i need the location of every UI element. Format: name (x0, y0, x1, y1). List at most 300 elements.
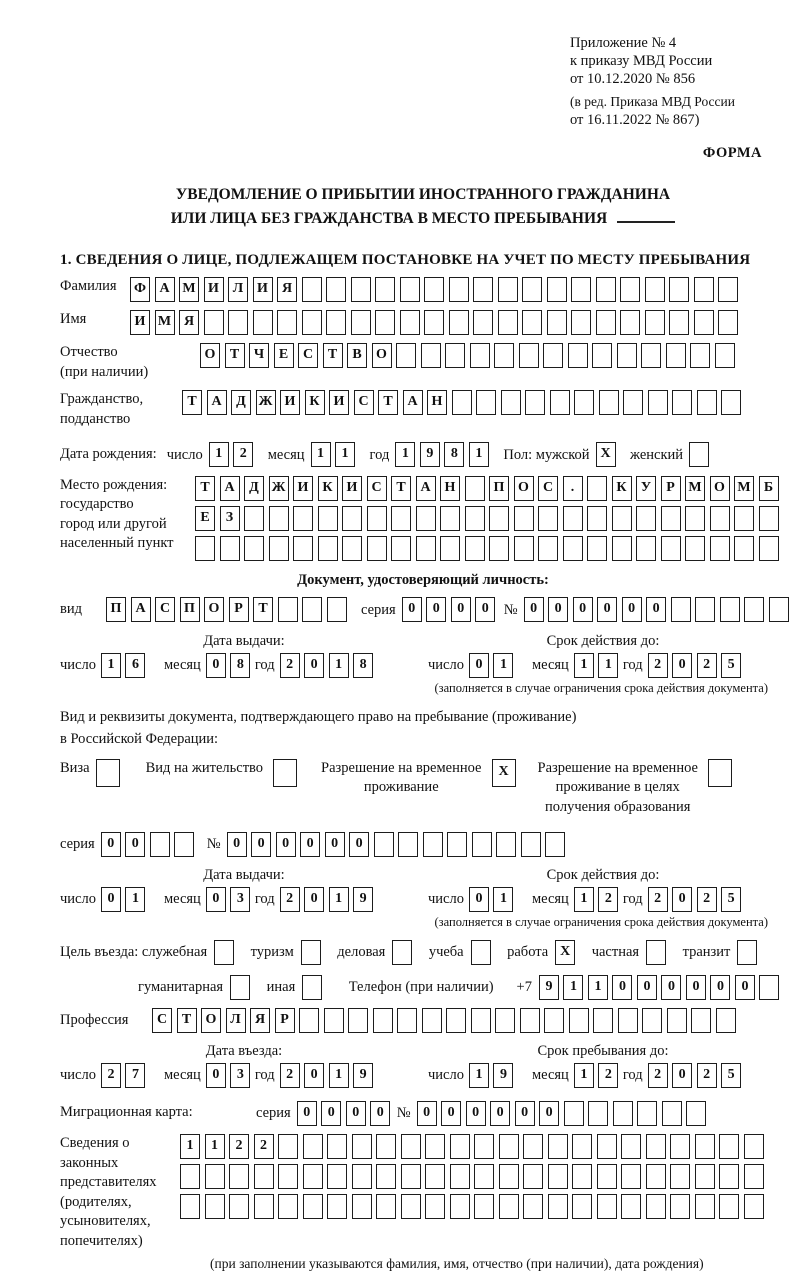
char-cell[interactable] (204, 310, 224, 335)
char-cell[interactable] (471, 940, 491, 965)
char-cell[interactable] (302, 975, 322, 1000)
char-cell[interactable] (293, 536, 313, 561)
char-cell[interactable] (719, 1164, 739, 1189)
char-cell[interactable] (472, 832, 492, 857)
char-cell[interactable] (621, 1164, 641, 1189)
char-cell[interactable] (374, 832, 394, 857)
char-cell[interactable]: Р (275, 1008, 295, 1033)
char-cell[interactable]: X (492, 759, 516, 787)
char-cell[interactable] (367, 506, 387, 531)
char-cell[interactable]: 0 (469, 887, 489, 912)
char-cell[interactable]: . (563, 476, 583, 501)
char-cell[interactable] (686, 1101, 706, 1126)
char-cell[interactable] (450, 1194, 470, 1219)
char-cell[interactable] (229, 1194, 249, 1219)
char-cell[interactable]: Л (228, 277, 248, 302)
char-cell[interactable] (759, 506, 779, 531)
char-cell[interactable]: 0 (370, 1101, 390, 1126)
char-cell[interactable] (691, 1008, 711, 1033)
char-cell[interactable] (391, 506, 411, 531)
char-cell[interactable]: И (280, 390, 300, 415)
char-cell[interactable] (538, 536, 558, 561)
char-cell[interactable] (214, 940, 234, 965)
char-cell[interactable]: 0 (101, 887, 121, 912)
char-cell[interactable] (563, 506, 583, 531)
char-cell[interactable]: А (416, 476, 436, 501)
char-cell[interactable] (671, 597, 691, 622)
char-cell[interactable] (373, 1008, 393, 1033)
char-cell[interactable] (514, 536, 534, 561)
char-cell[interactable]: 0 (426, 597, 446, 622)
char-cell[interactable]: 0 (466, 1101, 486, 1126)
char-cell[interactable] (623, 390, 643, 415)
char-cell[interactable] (646, 1134, 666, 1159)
char-cell[interactable]: 0 (686, 975, 706, 1000)
char-cell[interactable]: 9 (353, 887, 373, 912)
char-cell[interactable]: 0 (325, 832, 345, 857)
char-cell[interactable] (352, 1134, 372, 1159)
char-cell[interactable] (397, 1008, 417, 1033)
char-cell[interactable] (522, 277, 542, 302)
char-cell[interactable]: 1 (205, 1134, 225, 1159)
char-cell[interactable] (587, 536, 607, 561)
char-cell[interactable]: О (514, 476, 534, 501)
char-cell[interactable] (593, 1008, 613, 1033)
char-cell[interactable] (588, 1101, 608, 1126)
char-cell[interactable]: А (403, 390, 423, 415)
char-cell[interactable] (670, 1194, 690, 1219)
char-cell[interactable] (269, 506, 289, 531)
char-cell[interactable] (544, 1008, 564, 1033)
char-cell[interactable] (744, 597, 764, 622)
char-cell[interactable] (613, 1101, 633, 1126)
char-cell[interactable] (205, 1194, 225, 1219)
char-cell[interactable] (499, 1134, 519, 1159)
char-cell[interactable] (744, 1134, 764, 1159)
char-cell[interactable] (422, 1008, 442, 1033)
char-cell[interactable] (720, 597, 740, 622)
char-cell[interactable]: 0 (206, 1063, 226, 1088)
char-cell[interactable]: 1 (588, 975, 608, 1000)
char-cell[interactable] (474, 1194, 494, 1219)
char-cell[interactable]: А (131, 597, 151, 622)
char-cell[interactable] (425, 1164, 445, 1189)
char-cell[interactable]: 0 (346, 1101, 366, 1126)
char-cell[interactable] (620, 277, 640, 302)
char-cell[interactable]: 1 (563, 975, 583, 1000)
char-cell[interactable]: П (489, 476, 509, 501)
char-cell[interactable] (180, 1194, 200, 1219)
char-cell[interactable] (718, 310, 738, 335)
char-cell[interactable] (520, 1008, 540, 1033)
char-cell[interactable] (318, 536, 338, 561)
char-cell[interactable] (569, 1008, 589, 1033)
char-cell[interactable] (550, 390, 570, 415)
char-cell[interactable] (669, 310, 689, 335)
char-cell[interactable]: Ф (130, 277, 150, 302)
char-cell[interactable] (474, 1164, 494, 1189)
char-cell[interactable] (465, 536, 485, 561)
char-cell[interactable]: 0 (304, 887, 324, 912)
char-cell[interactable] (470, 343, 490, 368)
char-cell[interactable] (637, 1101, 657, 1126)
char-cell[interactable]: С (152, 1008, 172, 1033)
char-cell[interactable]: Л (226, 1008, 246, 1033)
char-cell[interactable] (548, 1164, 568, 1189)
char-cell[interactable] (205, 1164, 225, 1189)
char-cell[interactable]: Р (661, 476, 681, 501)
char-cell[interactable] (597, 1194, 617, 1219)
char-cell[interactable] (564, 1101, 584, 1126)
char-cell[interactable] (392, 940, 412, 965)
char-cell[interactable]: 2 (697, 1063, 717, 1088)
char-cell[interactable]: 0 (573, 597, 593, 622)
char-cell[interactable]: Б (759, 476, 779, 501)
char-cell[interactable]: Д (244, 476, 264, 501)
char-cell[interactable] (571, 277, 591, 302)
char-cell[interactable]: 1 (574, 653, 594, 678)
char-cell[interactable] (244, 506, 264, 531)
char-cell[interactable]: Ж (269, 476, 289, 501)
char-cell[interactable] (327, 1164, 347, 1189)
char-cell[interactable]: 0 (515, 1101, 535, 1126)
char-cell[interactable] (303, 1194, 323, 1219)
char-cell[interactable] (498, 277, 518, 302)
char-cell[interactable] (645, 310, 665, 335)
char-cell[interactable] (474, 1134, 494, 1159)
char-cell[interactable]: Т (253, 597, 273, 622)
char-cell[interactable]: 7 (125, 1063, 145, 1088)
char-cell[interactable]: 1 (329, 1063, 349, 1088)
char-cell[interactable]: 2 (280, 887, 300, 912)
char-cell[interactable] (661, 536, 681, 561)
char-cell[interactable]: 0 (251, 832, 271, 857)
char-cell[interactable] (447, 832, 467, 857)
char-cell[interactable]: 1 (180, 1134, 200, 1159)
char-cell[interactable] (641, 343, 661, 368)
char-cell[interactable]: 2 (697, 887, 717, 912)
char-cell[interactable]: 0 (469, 653, 489, 678)
char-cell[interactable]: Т (225, 343, 245, 368)
char-cell[interactable] (646, 1164, 666, 1189)
char-cell[interactable]: 2 (648, 653, 668, 678)
char-cell[interactable] (229, 1164, 249, 1189)
char-cell[interactable] (278, 1194, 298, 1219)
char-cell[interactable]: И (342, 476, 362, 501)
char-cell[interactable] (327, 1134, 347, 1159)
char-cell[interactable] (587, 506, 607, 531)
char-cell[interactable] (299, 1008, 319, 1033)
char-cell[interactable] (326, 310, 346, 335)
char-cell[interactable]: 2 (229, 1134, 249, 1159)
char-cell[interactable]: 3 (230, 887, 250, 912)
char-cell[interactable] (465, 476, 485, 501)
char-cell[interactable]: 0 (637, 975, 657, 1000)
char-cell[interactable] (424, 310, 444, 335)
char-cell[interactable]: 0 (227, 832, 247, 857)
char-cell[interactable]: О (201, 1008, 221, 1033)
char-cell[interactable] (670, 1134, 690, 1159)
char-cell[interactable] (174, 832, 194, 857)
char-cell[interactable] (327, 1194, 347, 1219)
char-cell[interactable] (545, 832, 565, 857)
char-cell[interactable] (695, 1164, 715, 1189)
char-cell[interactable] (452, 390, 472, 415)
char-cell[interactable]: Е (195, 506, 215, 531)
char-cell[interactable] (642, 1008, 662, 1033)
char-cell[interactable]: И (130, 310, 150, 335)
char-cell[interactable] (326, 277, 346, 302)
char-cell[interactable] (744, 1164, 764, 1189)
char-cell[interactable] (708, 759, 732, 787)
char-cell[interactable]: 6 (125, 653, 145, 678)
char-cell[interactable] (273, 759, 297, 787)
char-cell[interactable] (396, 343, 416, 368)
char-cell[interactable]: Ж (256, 390, 276, 415)
char-cell[interactable] (718, 277, 738, 302)
char-cell[interactable] (423, 832, 443, 857)
char-cell[interactable]: К (612, 476, 632, 501)
char-cell[interactable] (445, 343, 465, 368)
char-cell[interactable]: А (155, 277, 175, 302)
char-cell[interactable] (690, 343, 710, 368)
char-cell[interactable]: 1 (469, 1063, 489, 1088)
char-cell[interactable]: 5 (721, 1063, 741, 1088)
char-cell[interactable]: 0 (349, 832, 369, 857)
char-cell[interactable]: 0 (524, 597, 544, 622)
char-cell[interactable] (612, 506, 632, 531)
char-cell[interactable]: 5 (721, 653, 741, 678)
char-cell[interactable] (710, 536, 730, 561)
char-cell[interactable]: Т (378, 390, 398, 415)
char-cell[interactable] (278, 597, 298, 622)
char-cell[interactable] (416, 536, 436, 561)
char-cell[interactable] (499, 1164, 519, 1189)
char-cell[interactable] (440, 506, 460, 531)
char-cell[interactable]: Т (323, 343, 343, 368)
char-cell[interactable]: 0 (297, 1101, 317, 1126)
char-cell[interactable] (572, 1164, 592, 1189)
char-cell[interactable]: 8 (230, 653, 250, 678)
char-cell[interactable] (592, 343, 612, 368)
char-cell[interactable]: 1 (574, 1063, 594, 1088)
char-cell[interactable]: З (220, 506, 240, 531)
char-cell[interactable] (421, 343, 441, 368)
char-cell[interactable] (689, 442, 709, 467)
char-cell[interactable]: М (155, 310, 175, 335)
char-cell[interactable] (620, 310, 640, 335)
char-cell[interactable]: 8 (444, 442, 464, 467)
char-cell[interactable] (446, 1008, 466, 1033)
char-cell[interactable]: 0 (276, 832, 296, 857)
char-cell[interactable] (669, 277, 689, 302)
char-cell[interactable]: 1 (125, 887, 145, 912)
char-cell[interactable]: 1 (598, 653, 618, 678)
char-cell[interactable]: 0 (441, 1101, 461, 1126)
char-cell[interactable] (473, 310, 493, 335)
char-cell[interactable] (612, 536, 632, 561)
char-cell[interactable]: 0 (672, 653, 692, 678)
char-cell[interactable] (666, 343, 686, 368)
char-cell[interactable] (348, 1008, 368, 1033)
char-cell[interactable] (195, 536, 215, 561)
char-cell[interactable] (661, 506, 681, 531)
char-cell[interactable]: 0 (304, 1063, 324, 1088)
char-cell[interactable]: 0 (206, 887, 226, 912)
char-cell[interactable]: Т (182, 390, 202, 415)
char-cell[interactable] (496, 832, 516, 857)
char-cell[interactable] (587, 476, 607, 501)
char-cell[interactable] (253, 310, 273, 335)
char-cell[interactable]: 0 (300, 832, 320, 857)
char-cell[interactable]: 0 (321, 1101, 341, 1126)
char-cell[interactable] (473, 277, 493, 302)
char-cell[interactable] (489, 506, 509, 531)
char-cell[interactable] (96, 759, 120, 787)
char-cell[interactable] (391, 536, 411, 561)
char-cell[interactable] (744, 1194, 764, 1219)
char-cell[interactable] (425, 1194, 445, 1219)
char-cell[interactable] (548, 1134, 568, 1159)
char-cell[interactable]: Т (391, 476, 411, 501)
char-cell[interactable]: 0 (206, 653, 226, 678)
char-cell[interactable]: 2 (598, 887, 618, 912)
char-cell[interactable] (672, 390, 692, 415)
char-cell[interactable] (228, 310, 248, 335)
char-cell[interactable] (254, 1164, 274, 1189)
char-cell[interactable] (220, 536, 240, 561)
char-cell[interactable]: П (106, 597, 126, 622)
char-cell[interactable]: 2 (648, 887, 668, 912)
char-cell[interactable] (568, 343, 588, 368)
char-cell[interactable] (342, 506, 362, 531)
char-cell[interactable]: Т (177, 1008, 197, 1033)
char-cell[interactable]: 2 (697, 653, 717, 678)
char-cell[interactable]: 1 (493, 653, 513, 678)
char-cell[interactable] (571, 310, 591, 335)
char-cell[interactable]: 9 (353, 1063, 373, 1088)
char-cell[interactable]: 0 (402, 597, 422, 622)
char-cell[interactable]: И (253, 277, 273, 302)
char-cell[interactable] (303, 1164, 323, 1189)
char-cell[interactable] (278, 1164, 298, 1189)
char-cell[interactable] (563, 536, 583, 561)
char-cell[interactable]: 0 (475, 597, 495, 622)
char-cell[interactable] (597, 1164, 617, 1189)
char-cell[interactable]: 1 (329, 887, 349, 912)
char-cell[interactable] (646, 1194, 666, 1219)
char-cell[interactable] (636, 506, 656, 531)
char-cell[interactable]: К (305, 390, 325, 415)
char-cell[interactable] (645, 277, 665, 302)
char-cell[interactable] (617, 343, 637, 368)
char-cell[interactable] (401, 1194, 421, 1219)
char-cell[interactable]: 0 (612, 975, 632, 1000)
char-cell[interactable] (719, 1134, 739, 1159)
char-cell[interactable] (547, 277, 567, 302)
char-cell[interactable]: 1 (395, 442, 415, 467)
char-cell[interactable] (301, 940, 321, 965)
char-cell[interactable]: В (347, 343, 367, 368)
char-cell[interactable]: А (220, 476, 240, 501)
char-cell[interactable] (398, 832, 418, 857)
char-cell[interactable] (646, 940, 666, 965)
char-cell[interactable] (254, 1194, 274, 1219)
char-cell[interactable]: С (155, 597, 175, 622)
char-cell[interactable] (499, 1194, 519, 1219)
char-cell[interactable] (721, 390, 741, 415)
char-cell[interactable]: М (685, 476, 705, 501)
char-cell[interactable] (648, 390, 668, 415)
char-cell[interactable]: Н (427, 390, 447, 415)
char-cell[interactable]: У (636, 476, 656, 501)
char-cell[interactable]: 0 (451, 597, 471, 622)
char-cell[interactable]: 2 (598, 1063, 618, 1088)
char-cell[interactable] (367, 536, 387, 561)
char-cell[interactable] (351, 310, 371, 335)
char-cell[interactable]: 2 (280, 1063, 300, 1088)
char-cell[interactable]: Р (229, 597, 249, 622)
char-cell[interactable] (543, 343, 563, 368)
char-cell[interactable] (636, 536, 656, 561)
char-cell[interactable] (150, 832, 170, 857)
char-cell[interactable] (230, 975, 250, 1000)
char-cell[interactable] (769, 597, 789, 622)
char-cell[interactable] (597, 1134, 617, 1159)
char-cell[interactable] (710, 506, 730, 531)
char-cell[interactable]: 1 (335, 442, 355, 467)
char-cell[interactable] (376, 1134, 396, 1159)
char-cell[interactable] (401, 1134, 421, 1159)
char-cell[interactable]: 0 (101, 832, 121, 857)
char-cell[interactable] (574, 390, 594, 415)
char-cell[interactable] (494, 343, 514, 368)
char-cell[interactable] (400, 310, 420, 335)
char-cell[interactable]: 1 (469, 442, 489, 467)
char-cell[interactable] (621, 1134, 641, 1159)
char-cell[interactable] (694, 310, 714, 335)
char-cell[interactable] (302, 277, 322, 302)
char-cell[interactable] (495, 1008, 515, 1033)
char-cell[interactable] (449, 310, 469, 335)
char-cell[interactable]: С (367, 476, 387, 501)
char-cell[interactable] (351, 277, 371, 302)
char-cell[interactable] (471, 1008, 491, 1033)
char-cell[interactable]: О (710, 476, 730, 501)
char-cell[interactable] (759, 536, 779, 561)
char-cell[interactable]: 0 (125, 832, 145, 857)
char-cell[interactable]: 0 (304, 653, 324, 678)
char-cell[interactable] (501, 390, 521, 415)
char-cell[interactable]: X (555, 940, 575, 965)
char-cell[interactable] (269, 536, 289, 561)
char-cell[interactable] (498, 310, 518, 335)
char-cell[interactable] (522, 310, 542, 335)
char-cell[interactable] (514, 506, 534, 531)
char-cell[interactable] (318, 506, 338, 531)
char-cell[interactable] (476, 390, 496, 415)
char-cell[interactable] (376, 1164, 396, 1189)
char-cell[interactable]: 9 (539, 975, 559, 1000)
char-cell[interactable] (685, 536, 705, 561)
char-cell[interactable]: Д (231, 390, 251, 415)
char-cell[interactable]: М (179, 277, 199, 302)
char-cell[interactable]: 1 (311, 442, 331, 467)
char-cell[interactable]: 2 (101, 1063, 121, 1088)
char-cell[interactable]: Я (250, 1008, 270, 1033)
char-cell[interactable] (719, 1194, 739, 1219)
char-cell[interactable] (662, 1101, 682, 1126)
